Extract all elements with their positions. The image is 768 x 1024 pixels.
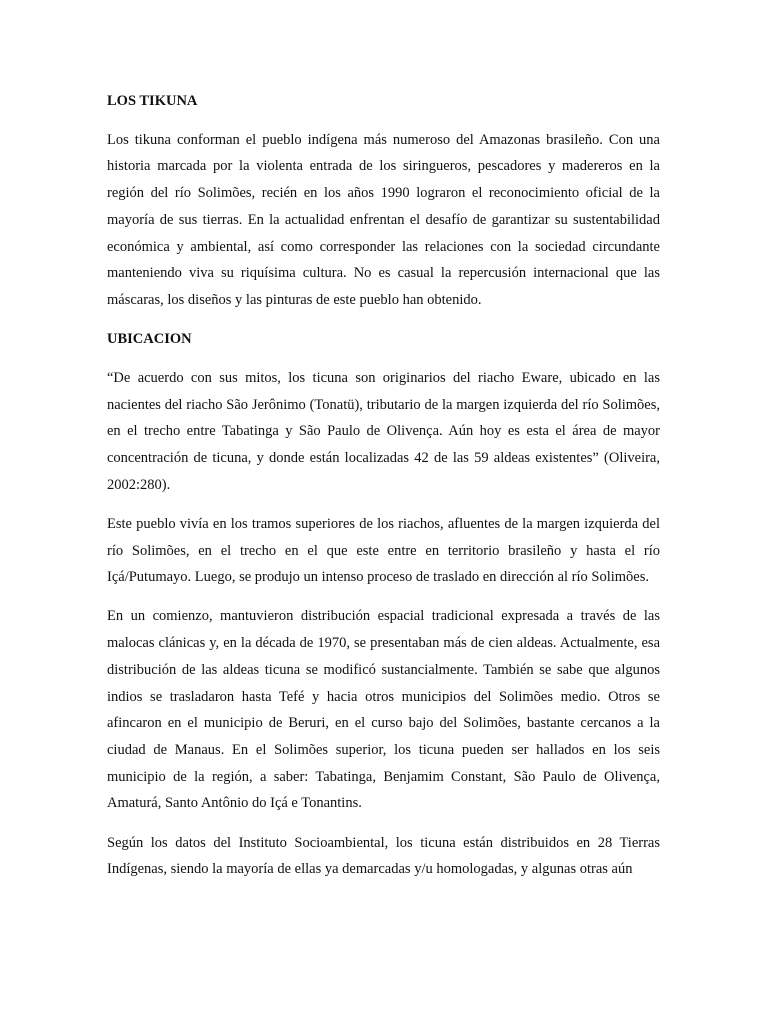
document-page	[107, 88, 660, 895]
document-title: LOS TIKUNA	[107, 93, 198, 109]
section-heading-ubicacion: UBICACION	[107, 331, 192, 348]
distribution-paragraph: En un comienzo, mantuvieron distribución espacial tradicional expresada a través de las malocas clánicas y, en la década de 1970, se presentaban más de cien aldeas. Actualmente, esa distribución de las aldeas ticuna se modificó sustancialmente. También se sabe que algunos indios se trasladaron hasta Tefé y hacia otros municipios del Solimões medio. Otros se afincaron en el municipio de Beruri, en el curso bajo del Solimões, bastante cercanos a la ciudad de Manaus. En el Solimões superior, los ticuna pueden ser hallados en los seis municipio de la región, a saber: Tabatinga, Benjamim Constant, São Paulo de Olivença, Amaturá, Santo Antônio do Içá e Tonantins.	[107, 608, 660, 812]
quote-paragraph: “De acuerdo con sus mitos, los ticuna son originarios del riacho Eware, ubicado en las nacientes del riacho São Jerônimo (Tonatü), tributario de la margen izquierda del río Solimões, en el trecho entre Tabatinga y São Paulo de Olivença. Aún hoy es esta el área de mayor concentración de ticuna, y donde están localizadas 42 de las 59 aldeas existentes” (Oliveira, 2002:280).	[107, 369, 660, 493]
lands-paragraph: Según los datos del Instituto Socioambiental, los ticuna están distribuidos en 28 Tierras Indígenas, siendo la mayoría de ellas ya demarcadas y/u homologadas, y algunas otras aún	[107, 834, 660, 878]
location-paragraph: Este pueblo vivía en los tramos superiores de los riachos, afluentes de la margen izquierda del río Solimões, en el trecho en el que este entre en territorio brasileño y hasta el río Içá/Putumayo. Luego, se produjo un intenso proceso de traslado en dirección al río Solimões.	[107, 515, 660, 586]
intro-paragraph: Los tikuna conforman el pueblo indígena más numeroso del Amazonas brasileño. Con una historia marcada por la violenta entrada de los siringueros, pescadores y madereros en la región del río Solimões, recién en los años 1990 lograron el reconocimiento oficial de la mayoría de sus tierras. En la actualidad enfrentan el desafío de garantizar su sustentabilidad económica y ambiental, así como corresponder las relaciones con la sociedad circundante manteniendo viva su riquísima cultura. No es casual la repercusión internacional que las máscaras, los diseños y las pinturas de este pueblo han obtenido.	[107, 131, 660, 308]
